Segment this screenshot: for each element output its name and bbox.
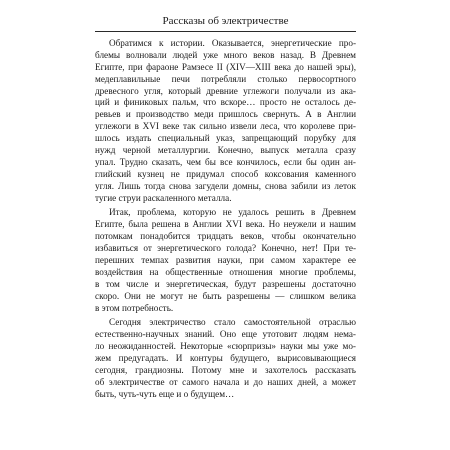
text-line: шлось издать специальный указ, запрещающий порубку для: [95, 133, 356, 144]
text-line: упал. Трудно сказать, чем бы все кончилось, если бы один ан-: [95, 156, 356, 167]
text-line: углежоги в XVI веке так сильно извели леса, что королеве при-: [95, 121, 356, 132]
text-line: быть, чуть-чуть еще и о будущем…: [95, 388, 235, 399]
text-line: воздействия на общественные отношения многие проблемы,: [95, 266, 356, 277]
text-line: тугие струи раскаленного металла.: [95, 192, 232, 203]
text-line: Сегодня электричество стало самостоятельной отраслью: [109, 317, 356, 328]
text-line: угля. Лишь тогда снова загудели домны, снова забили из леток: [95, 180, 356, 191]
text-line: ло неожиданностей. Некоторые «сюрпризы» науки мы уже мо-: [95, 341, 356, 352]
text-line: блемы волновали людей уже много веков назад. В Древнем: [95, 49, 356, 60]
running-header: Рассказы об электричестве: [162, 15, 289, 27]
text-line: естественно-научных знаний. Оно еще утотовит людям нема-: [95, 329, 356, 340]
text-line: жем предугадать. И контуры будущего, вырисовывающиеся: [95, 353, 356, 364]
text-line: потомкам понадобится тридцать веков, чтобы окончательно: [95, 231, 356, 242]
paragraph: [95, 207, 356, 314]
text-line: скоро. Они не могут не быть разрешены — слишком велика: [95, 290, 356, 301]
text-line: перешних темпах развития науки, при самом характере ее: [95, 255, 356, 266]
text-line: Египте, была решена в Англии XVI века. Но неужели и нашим: [95, 219, 356, 230]
text-line: в том числе и энергетическая, будут разрешены достаточно: [95, 278, 356, 289]
text-line: ревьев и производство меди пришлось свернуть. А в Англии: [95, 109, 356, 120]
text-line: сегодня, грандиозны. Потому мне и захотелось рассказать: [95, 365, 356, 376]
text-line: избавиться от энергетического голода? Конечно, нет! При те-: [95, 243, 356, 254]
text-line: Обратимся к истории. Оказывается, энергетические про-: [109, 38, 356, 48]
text-line: Итак, проблема, которую не удалось решить в Древнем: [109, 207, 356, 218]
text-line: ций и финиковых пальм, что вскоре… просто не осталось де-: [95, 97, 356, 108]
text-line: в этом потребность.: [95, 302, 174, 313]
body-text: [95, 38, 356, 404]
paragraph: [95, 317, 356, 400]
paragraph: [95, 38, 356, 204]
text-line: медеплавильные печи потребляли столько первосортного: [95, 73, 356, 84]
text-line: древесного угля, который древние углежоги получали из ака-: [95, 85, 356, 96]
text-line: об электричестве от самого начала и до наших дней, а может: [95, 376, 356, 387]
header-rule: [95, 31, 356, 32]
text-line: Египте, при фараоне Рамзесе II (XIV—XIII века до нашей эры),: [95, 61, 356, 72]
text-line: нужд черной металлургии. Конечно, выпуск металла сразу: [95, 145, 356, 156]
text-line: глийский кузнец не придумал способ коксования каменного: [95, 168, 356, 179]
